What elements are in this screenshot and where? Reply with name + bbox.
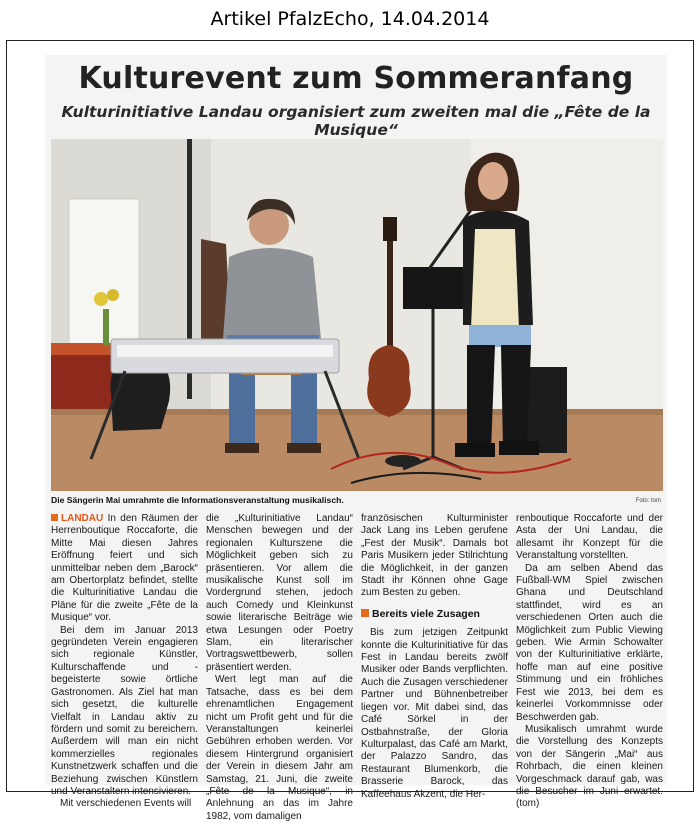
paragraph: französischen Kulturminister Jack Lang ins Leben gerufene „Fest der Musik“. Damals bot Paris Musikern jeder Stilrichtung die Möglichkeit, in der ganzen Stadt ihr Können ohne Gage zum Besten zu geben.: [361, 513, 508, 599]
paragraph: Da am selben Abend das Fußball-WM Spiel zwischen Ghana und Deutschland stattfindet, wird es an verschiedenen Orten auch die Möglichkeit zum Public Viewing geben. Wie Armin Schowalter von der Kulturinitiative erklärte, hoffe man auf eine positive Stimmung und ein fröhliches Fest wie 2013, bei dem es keinerlei Vorkommnisse oder Beschwerden gab.: [516, 562, 663, 723]
paragraph: Musikalisch umrahmt wurde die Vorstellung des Konzepts von der Sängerin „Mai“ aus Rohrbach, die einen kleinen Vorgeschmack darauf gab, was die Besucher im Juni erwartet. (tom): [516, 723, 663, 810]
subhead-marker: [361, 609, 369, 617]
dateline-marker: [51, 514, 58, 521]
page-caption: Artikel PfalzEcho, 14.04.2014: [210, 8, 490, 30]
article-frame: [6, 40, 694, 822]
newspaper-clipping: [45, 55, 667, 822]
paragraph: Bei dem im Januar 2013 gegründeten Verein engagieren sich regionale Künstler, Kulturschaffende und -begeisterte sowie örtliche Gastronomen. Als Ziel hat man sich gesetzt, die kulturelle Vielfalt in Landau aktiv zu fördern und somit zu bereichern. Außerdem will man ein nicht kommerzielles regionales Kunstnetzwerk schaffen und die Beziehung zwischen Künstlern und Veranstaltern intensivieren.: [51, 624, 198, 797]
photo-credit: Foto: tom: [635, 498, 661, 504]
column-4: [516, 513, 663, 810]
paragraph: Mit verschiedenen Events will: [60, 798, 192, 810]
paragraph: renboutique Roccaforte und der Asta der Uni Landau, die allesamt ihr Konzept für die Veranstaltung vorstellten.: [516, 513, 663, 562]
paragraph: In den Räumen der Herrenboutique Roccaforte, die Mitte Mai diesen Jahres Eröffnung feiert und sich unmittelbar neben dem „Barock“ am Obertorplatz befindet, stellte die Kulturinitiative Landau die Pläne für die zweite „Fête de la Musique“ vor.: [51, 513, 198, 624]
column-1: [51, 513, 198, 810]
photo-illustration: [51, 139, 663, 491]
column-2: [206, 513, 353, 822]
paragraph: die „Kulturinitiative Landau“ Menschen bewegen und der regionalen Kulturszene die Möglichkeit geben sich zu präsentieren. Vor allem die musikalische Kunst soll im Vordergrund stehen, jedoch auch Comedy und Kleinkunst sowie literarische Beiträge wie etwa Lesungen oder Poetry Slam, ein literarischer Vortragswettbewerb, sollen präsentiert werden.: [206, 513, 353, 673]
paragraph: Bis zum jetzigen Zeitpunkt konnte die Kulturinitiative für das Fest in Landau bereits zwölf Musiker oder Bands verpflichten. Auch die Zusagen verschiedener Partner und Bühnenbetreiber liegen vor. Mit dabei sind, das Café Sörkel in der Ostbahnstraße, der Gloria Kulturpalast, das Café am Markt, der Palazzo Sandro, das Restaurant Blumenkorb, die Brasserie Barock, das Kaffeehaus Akzent, die Her-: [361, 627, 508, 800]
section-subhead: [361, 608, 508, 620]
column-3: [361, 513, 508, 800]
paragraph: Wert legt man auf die Tatsache, dass es bei dem ehrenamtlichen Engagement nicht um Profit geht und für die Veranstaltungen keinerlei Gebühren erhoben werden. Vor diesem Hintergrund organisiert der Verein in diesem Jahr am Samstag, 21. Juni, die zweite „Fête de la Musique“, in Anlehnung an das im Jahre 1982, vom damaligen: [206, 674, 353, 822]
subhead-text: Bereits viele Zusagen: [372, 607, 480, 620]
article-subheadline: Kulturinitiative Landau organisiert zum zweiten mal die „Fête de la Musique“: [61, 103, 651, 139]
article-body: [51, 513, 663, 822]
dateline: LANDAU: [61, 513, 104, 524]
photo-caption: Die Sängerin Mai umrahmte die Informationsveranstaltung musikalisch.: [51, 495, 344, 505]
article-photo: [51, 139, 663, 491]
article-headline: Kulturevent zum Sommeranfang: [78, 61, 634, 96]
